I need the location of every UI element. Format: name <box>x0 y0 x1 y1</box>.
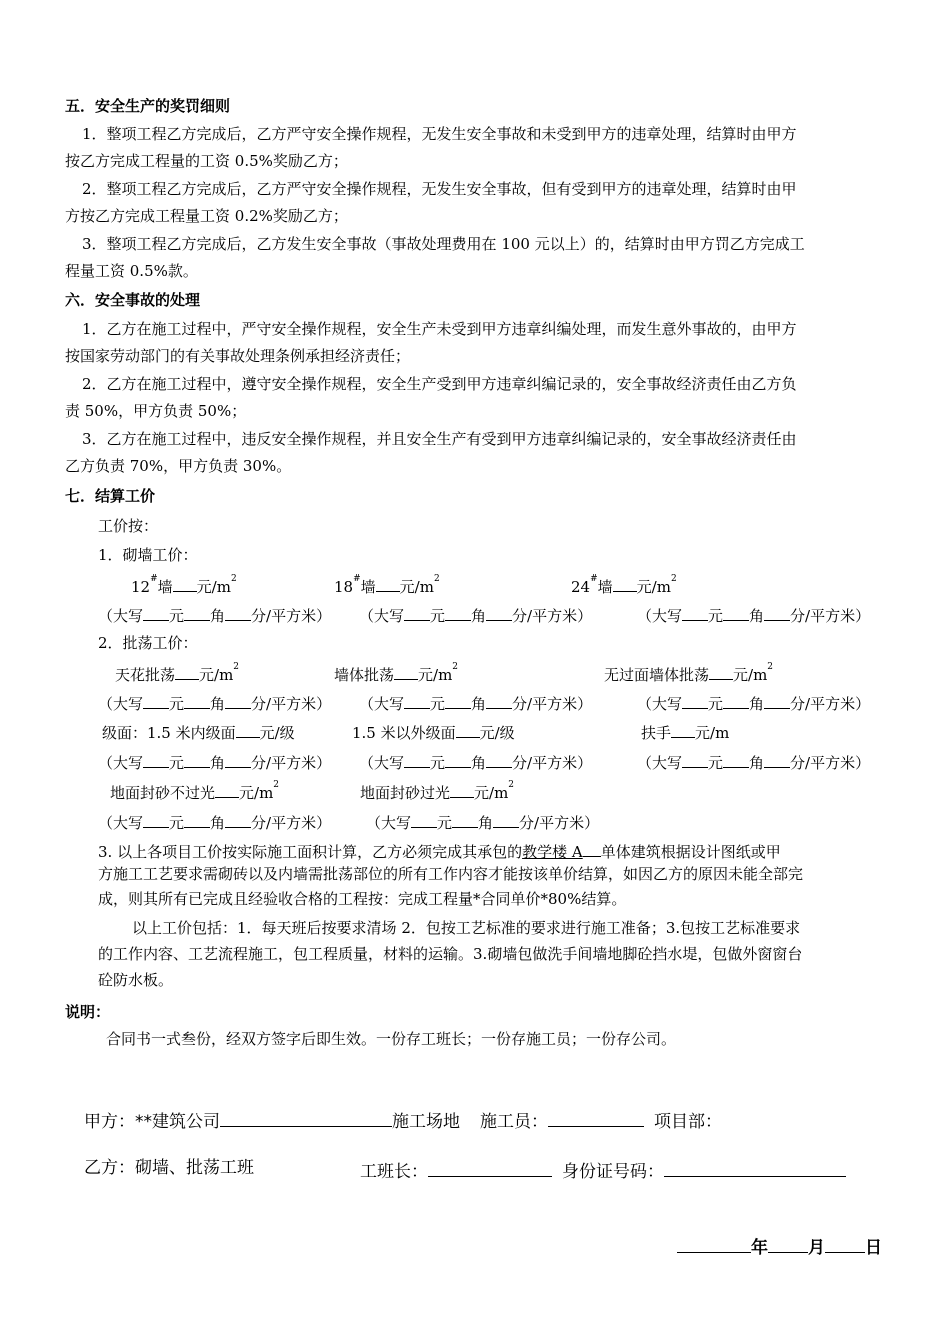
sec5-item3-line1: 3．整项工程乙方完成后，乙方发生安全事故（事故处理费用在 100 元以上）的，结算时由甲方罚乙方完成工 <box>82 235 805 253</box>
section-7-title: 七．结算工价 <box>65 487 156 505</box>
sec6-item1-line1: 1．乙方在施工过程中，严守安全操作规程，安全生产未受到甲方违章纠编处理，而发生意外事故的，由甲方 <box>82 320 797 338</box>
section-5-title: 五．安全生产的奖罚细则 <box>65 97 231 115</box>
includes-line2: 的工作内容、工艺流程施工，包工程质量，材料的运输。3.砌墙包做洗手间墙地脚砼挡水堤，包做外窗窗台 <box>98 945 803 963</box>
date-line: 年 月 日 <box>677 1236 882 1257</box>
daxie-row: （大写 元 角 分/平方米） <box>359 607 593 625</box>
sec5-item1-line1: 1．整项工程乙方完成后，乙方严守安全操作规程，无发生安全事故和未受到甲方的违章处理，结算时由甲方 <box>82 125 797 143</box>
handrail-rate: 扶手 元/m <box>641 724 730 742</box>
wall-plaster-rate: 墙体批荡 元$/m^2$ <box>334 662 459 684</box>
floor-polish-rate: 地面封砂过光 元$/m^2$ <box>360 780 515 802</box>
building-name: 教学楼 A <box>522 843 583 861</box>
party-a-row: 甲方：**建筑公司 施工场地 施工员： 项目部： <box>84 1112 722 1132</box>
daxie-row: （大写 元 角 分/平方米） <box>98 754 332 772</box>
party-b-label: 乙方：砌墙、批荡工班 <box>84 1158 254 1178</box>
sec6-item2-line2: 责 50%，甲方负责 50%； <box>65 402 247 420</box>
daxie-row: （大写 元 角 分/平方米） <box>637 695 871 713</box>
sec6-item3-line1: 3．乙方在施工过程中，违反安全操作规程，并且安全生产有受到甲方违章纠编记录的，安全事故经济责任由 <box>82 430 797 448</box>
sec5-item1-line2: 按乙方完成工程量的工资 0.5%奖励乙方； <box>65 152 348 170</box>
sec7-item3-line2: 方施工工艺要求需砌砖以及内墙需批荡部位的所有工作内容才能按该单价结算，如因乙方的原因未能全部完 <box>98 865 804 883</box>
daxie-row: （大写 元 角 分/平方米） <box>637 754 871 772</box>
price-intro: 工价按： <box>98 517 159 535</box>
plaster-price-title: 2．批荡工价： <box>98 634 198 652</box>
brick-18-rate: 18#墙 元$/m^2$ <box>334 574 440 596</box>
no-surface-plaster-rate: 无过面墙体批荡 元$/m^2$ <box>604 662 774 684</box>
ceiling-plaster-rate: 天花批荡 元$/m^2$ <box>115 662 240 684</box>
daxie-row: （大写 元 角 分/平方米） <box>98 607 332 625</box>
sec7-item3-line3: 成，则其所有已完成且经验收合格的工程按：完成工程量*合同单价*80%结算。 <box>98 890 627 908</box>
floor-no-polish-rate: 地面封砂不过光 元$/m^2$ <box>110 780 280 802</box>
includes-line3: 砼防水板。 <box>98 971 174 989</box>
daxie-row: （大写 元 角 分/平方米） <box>359 695 593 713</box>
sec6-item2-line1: 2．乙方在施工过程中，遵守安全操作规程，安全生产受到甲方违章纠编记录的，安全事故经济责任由乙方负 <box>82 375 797 393</box>
note-title: 说明： <box>65 1003 111 1021</box>
includes-line1: 以上工价包括：1．每天班后按要求清场 2．包按工艺标准的要求进行施工准备；3.包按工艺标准要求 <box>132 919 801 937</box>
brick-price-title: 1．砌墙工价： <box>98 546 198 564</box>
sec5-item2-line2: 方按乙方完成工程量工资 0.2%奖励乙方； <box>65 207 348 225</box>
sec6-item3-line2: 乙方负责 70%，甲方负责 30%。 <box>65 457 292 475</box>
sec7-item3-line1: 3. 以上各项目工价按实际施工面积计算，乙方必须完成其承包的教学楼 A 单体建筑根据设计图纸或甲 <box>98 843 781 861</box>
section-6-title: 六．安全事故的处理 <box>65 291 201 309</box>
steps-outer-rate: 1.5 米以外级面 元/级 <box>352 724 515 742</box>
daxie-row: （大写 元 角 分/平方米） <box>366 814 600 832</box>
sec6-item1-line2: 按国家劳动部门的有关事故处理条例承担经济责任； <box>65 347 411 365</box>
daxie-row: （大写 元 角 分/平方米） <box>98 814 332 832</box>
daxie-row: （大写 元 角 分/平方米） <box>637 607 871 625</box>
brick-12-rate: 12#墙 元$/m^2$ <box>131 574 237 596</box>
party-b-row: 工班长： 身份证号码： <box>360 1160 846 1181</box>
steps-inner-rate: 级面：1.5 米内级面 元/级 <box>102 724 295 742</box>
daxie-row: （大写 元 角 分/平方米） <box>359 754 593 772</box>
sec5-item3-line2: 程量工资 0.5%款。 <box>65 262 198 280</box>
daxie-row: （大写 元 角 分/平方米） <box>98 695 332 713</box>
sec5-item2-line1: 2．整项工程乙方完成后，乙方严守安全操作规程，无发生安全事故，但有受到甲方的违章处理，结算时由甲 <box>82 180 797 198</box>
brick-24-rate: 24#墙 元$/m^2$ <box>571 574 677 596</box>
note-text: 合同书一式叁份，经双方签字后即生效。一份存工班长；一份存施工员；一份存公司。 <box>106 1030 677 1048</box>
